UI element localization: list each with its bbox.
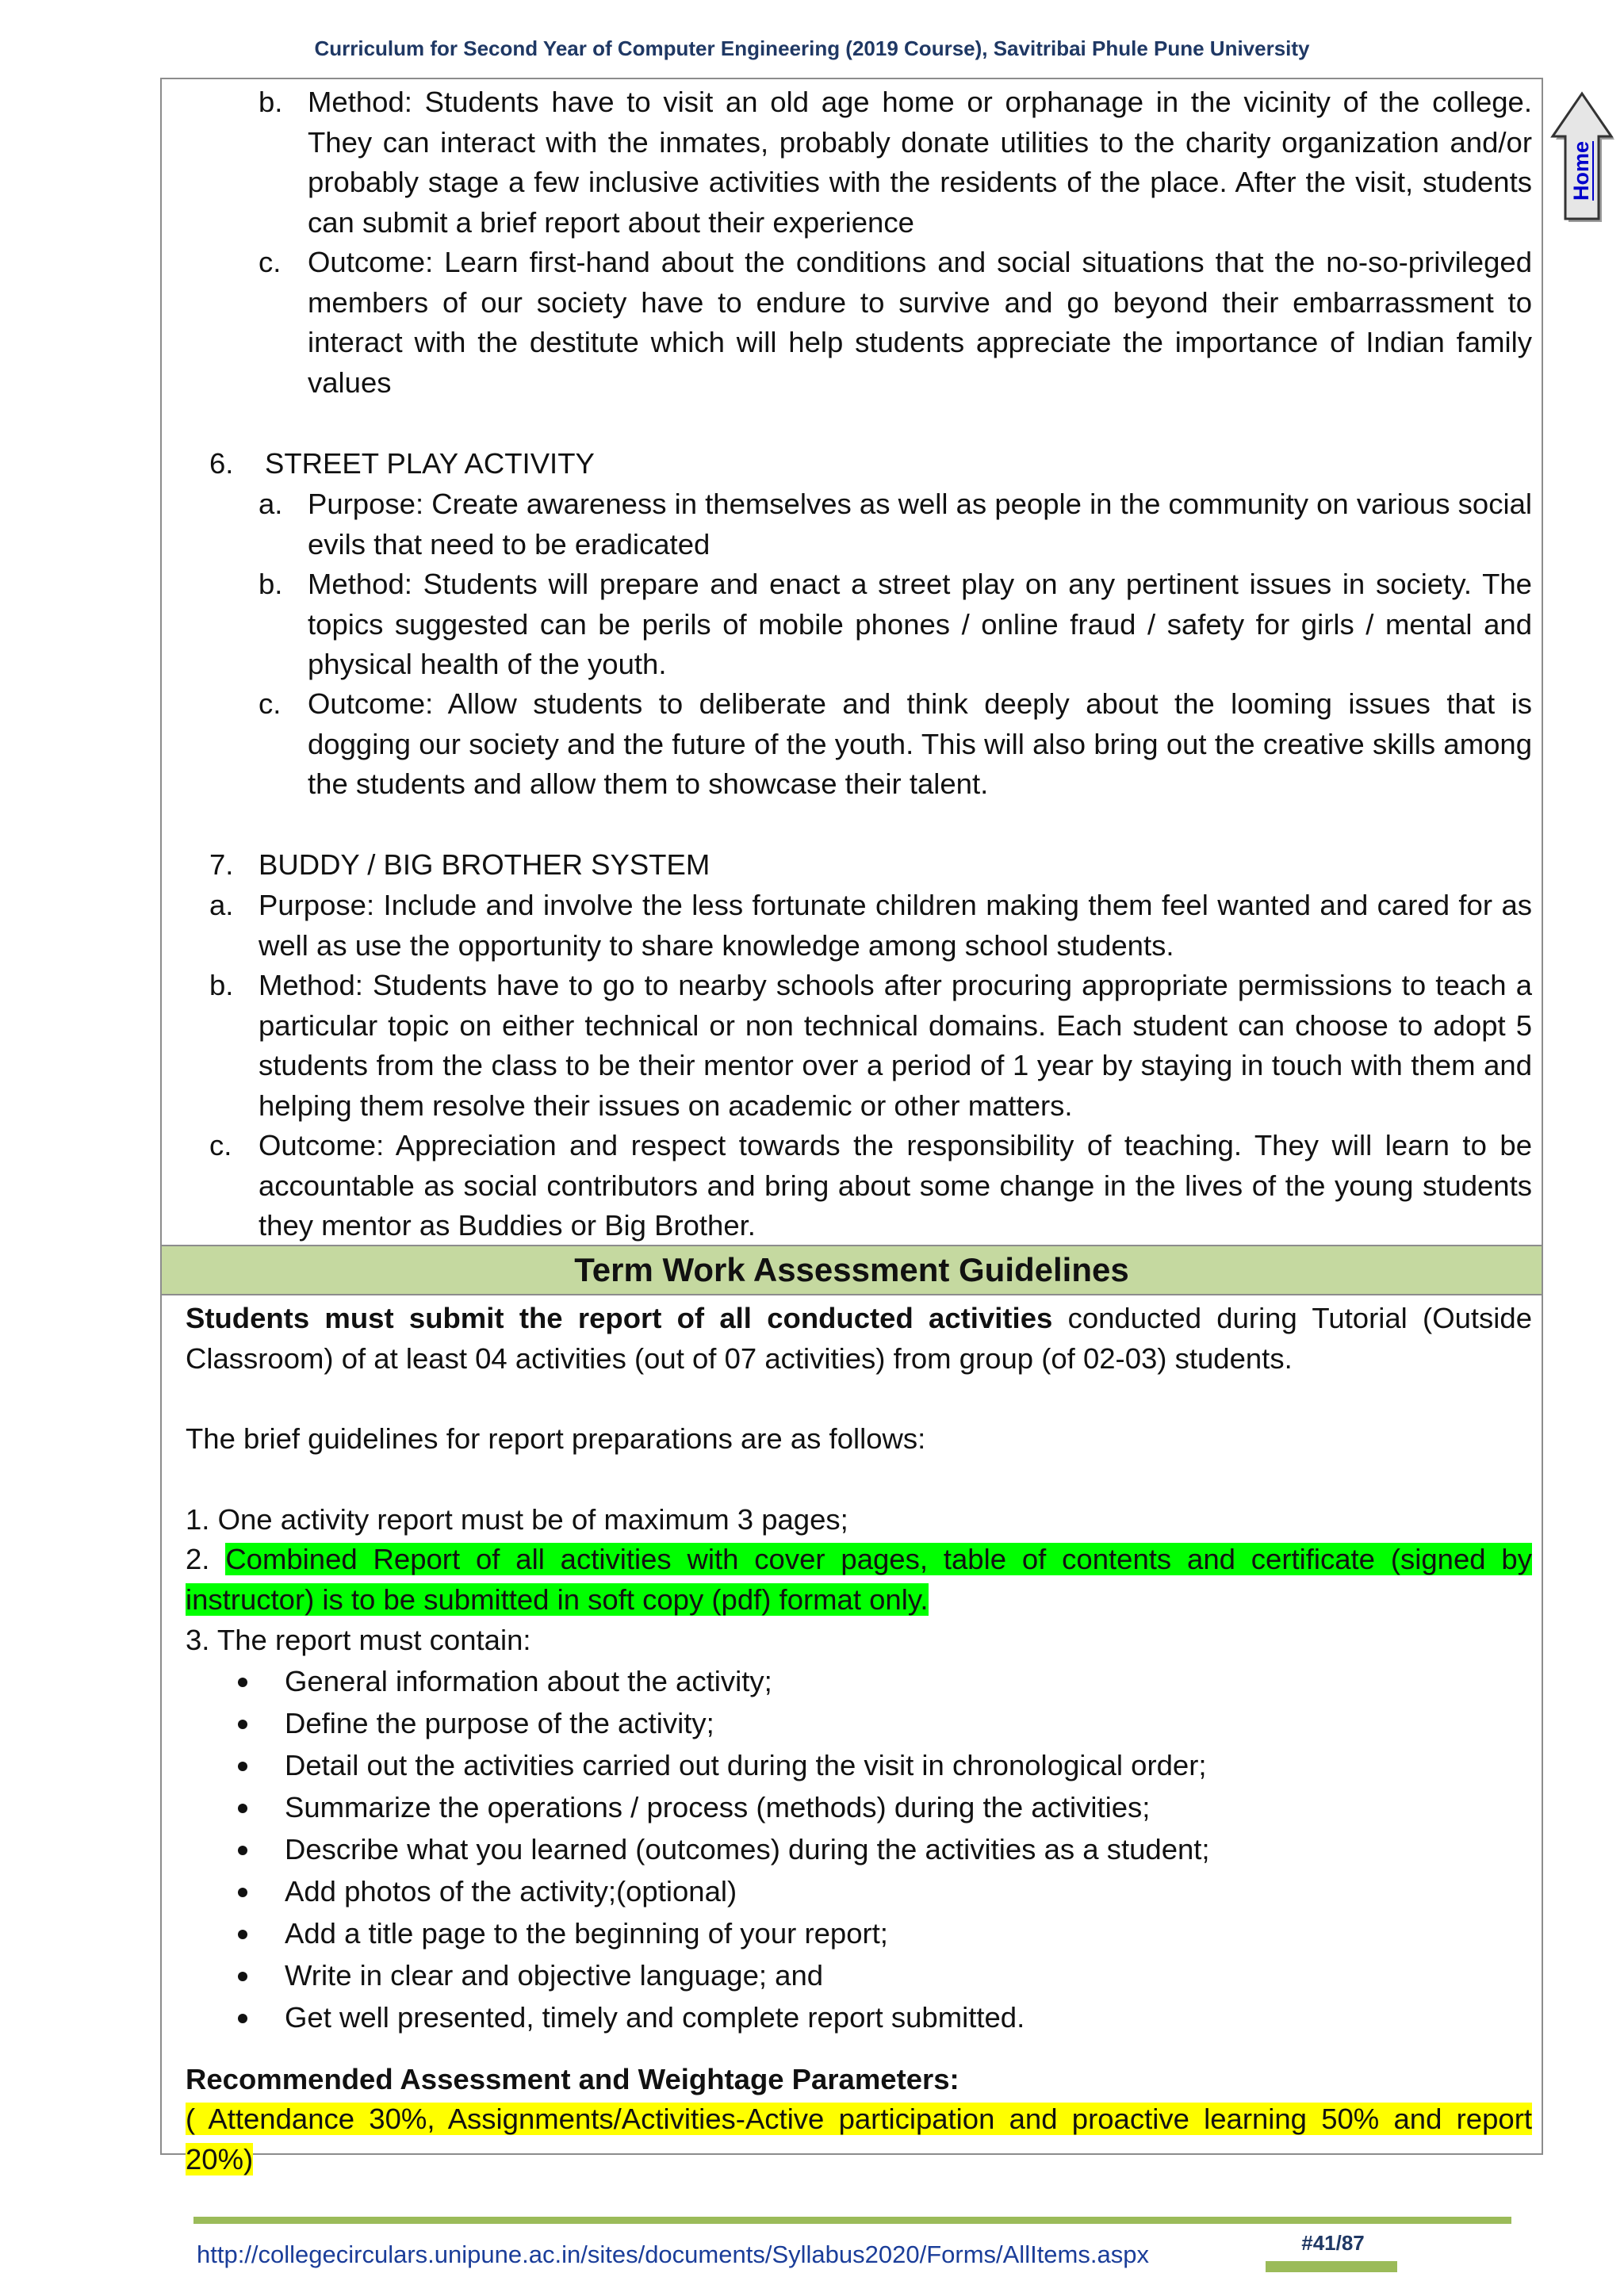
bullet-icon — [238, 1720, 247, 1729]
list-item: General information about the activity; — [285, 1665, 772, 1697]
guideline-item-3: 3. The report must contain: — [186, 1624, 531, 1656]
list-item: Define the purpose of the activity; — [285, 1707, 714, 1739]
footer-divider — [193, 2217, 1511, 2224]
list-item: Summarize the operations / process (methods) during the activities; — [285, 1791, 1151, 1823]
home-link[interactable]: Home — [1569, 140, 1593, 201]
guideline-item-2 — [186, 1540, 1532, 1620]
bullet-icon — [238, 1972, 247, 1981]
list-item: Get well presented, timely and complete report submitted. — [285, 2001, 1025, 2034]
weightage-parameters-text: ( Attendance 30%, Assignments/Activities-Active participation and proactive learning 50% and report 20%) — [186, 2103, 1532, 2175]
activity7-purpose: Purpose: Include and involve the less fortunate children making them feel wanted and cared for as well as use the opportunity to share knowledge among school students. — [259, 889, 1532, 962]
list-marker: a. — [259, 488, 283, 520]
list-marker: c. — [209, 1129, 232, 1161]
document-header: Curriculum for Second Year of Computer Engineering (2019 Course), Savitribai Phule Pune University — [314, 36, 1310, 60]
activity5-method: Method: Students have to visit an old age home or orphanage in the vicinity of the college. They can interact with the inmates, probably donate utilities to the charity organization and/or probably stage a few inclusive activities with the residents of the place. After the visit, students can submit a brief report about their experience — [308, 86, 1532, 239]
list-item: Add photos of the activity;(optional) — [285, 1875, 737, 1908]
assessment-heading: Term Work Assessment Guidelines — [162, 1245, 1542, 1295]
list-marker: c. — [259, 246, 282, 278]
page-number-bar — [1266, 2261, 1397, 2272]
guideline-item-2-text: Combined Report of all activities with cover pages, table of contents and certificate (signed by instructor) is to be submitted in soft copy (pdf) format only. — [186, 1543, 1532, 1616]
bullet-icon — [238, 2014, 247, 2023]
bullet-icon — [238, 1888, 247, 1897]
weightage-heading: Recommended Assessment and Weightage Parameters: — [186, 2063, 959, 2095]
assessment-intro — [186, 1299, 1532, 1379]
activities-section — [162, 79, 1542, 1245]
list-item: Add a title page to the beginning of your report; — [285, 1917, 888, 1950]
guideline-item-2-number: 2. — [186, 1543, 226, 1575]
weightage-parameters — [186, 2099, 1532, 2179]
list-marker: a. — [209, 889, 234, 921]
list-item: Write in clear and objective language; and — [285, 1959, 824, 1992]
guideline-item-1: 1. One activity report must be of maximum 3 pages; — [186, 1503, 848, 1536]
activity6-outcome: Outcome: Allow students to deliberate and think deeply about the looming issues that is dogging our society and the future of the youth. This will also bring out the creative skills among the students and allow them to showcase their talent. — [308, 687, 1532, 800]
activity6-purpose: Purpose: Create awareness in themselves as well as people in the community on various social evils that need to be eradicated — [308, 488, 1532, 561]
assessment-intro-rest: conducted during Tutorial (Outside Classroom) of at least 04 activities (out of 07 activities) from group (of 02-03) students. — [186, 1302, 1532, 1375]
bullet-icon — [238, 1762, 247, 1771]
activity7-method: Method: Students have to go to nearby schools after procuring appropriate permissions to teach a particular topic on either technical or non technical domains. Each student can choose to adopt 5 students from the class to be their mentor over a period of 1 year by staying in touch with them and helping them resolve their issues on academic or other matters. — [259, 969, 1532, 1122]
bullet-icon — [238, 1804, 247, 1813]
list-marker: c. — [259, 687, 282, 720]
activity7-number: 7. — [209, 848, 234, 881]
list-item: Detail out the activities carried out during the visit in chronological order; — [285, 1749, 1207, 1781]
activity6-number: 6. — [209, 447, 234, 480]
assessment-intro-bold: Students must submit the report of all conducted activities — [186, 1302, 1053, 1334]
list-marker: b. — [259, 86, 283, 118]
activity5-outcome: Outcome: Learn first-hand about the conditions and social situations that the no-so-privileged members of our society have to endure to survive and go beyond their embarrassment to interact with the destitute which will help students appreciate the importance of Indian family values — [308, 246, 1532, 399]
activity6-title: STREET PLAY ACTIVITY — [265, 447, 595, 480]
list-marker: b. — [259, 568, 283, 600]
assessment-section — [162, 1295, 1542, 2175]
footer-url-link[interactable]: http://collegecirculars.unipune.ac.in/sites/documents/Syllabus2020/Forms/AllItems.aspx — [197, 2241, 1149, 2268]
activity7-outcome: Outcome: Appreciation and respect towards the responsibility of teaching. They will learn to be accountable as social contributors and bring about some change in the lives of the young students they mentor as Buddies or Big Brother. — [259, 1129, 1532, 1242]
activity7-title: BUDDY / BIG BROTHER SYSTEM — [259, 848, 710, 881]
content-frame — [160, 78, 1543, 2175]
list-item: Describe what you learned (outcomes) during the activities as a student; — [285, 1833, 1210, 1866]
bullet-icon — [238, 1930, 247, 1939]
list-marker: b. — [209, 969, 234, 1001]
bullet-icon — [238, 1846, 247, 1855]
bullet-icon — [238, 1678, 247, 1687]
guidelines-intro: The brief guidelines for report preparations are as follows: — [186, 1422, 926, 1455]
page-number: #41/87 — [1301, 2231, 1365, 2255]
activity6-method: Method: Students will prepare and enact a street play on any pertinent issues in society. The topics suggested can be perils of mobile phones / online fraud / safety for girls / mental and physical health of the youth. — [308, 568, 1532, 680]
